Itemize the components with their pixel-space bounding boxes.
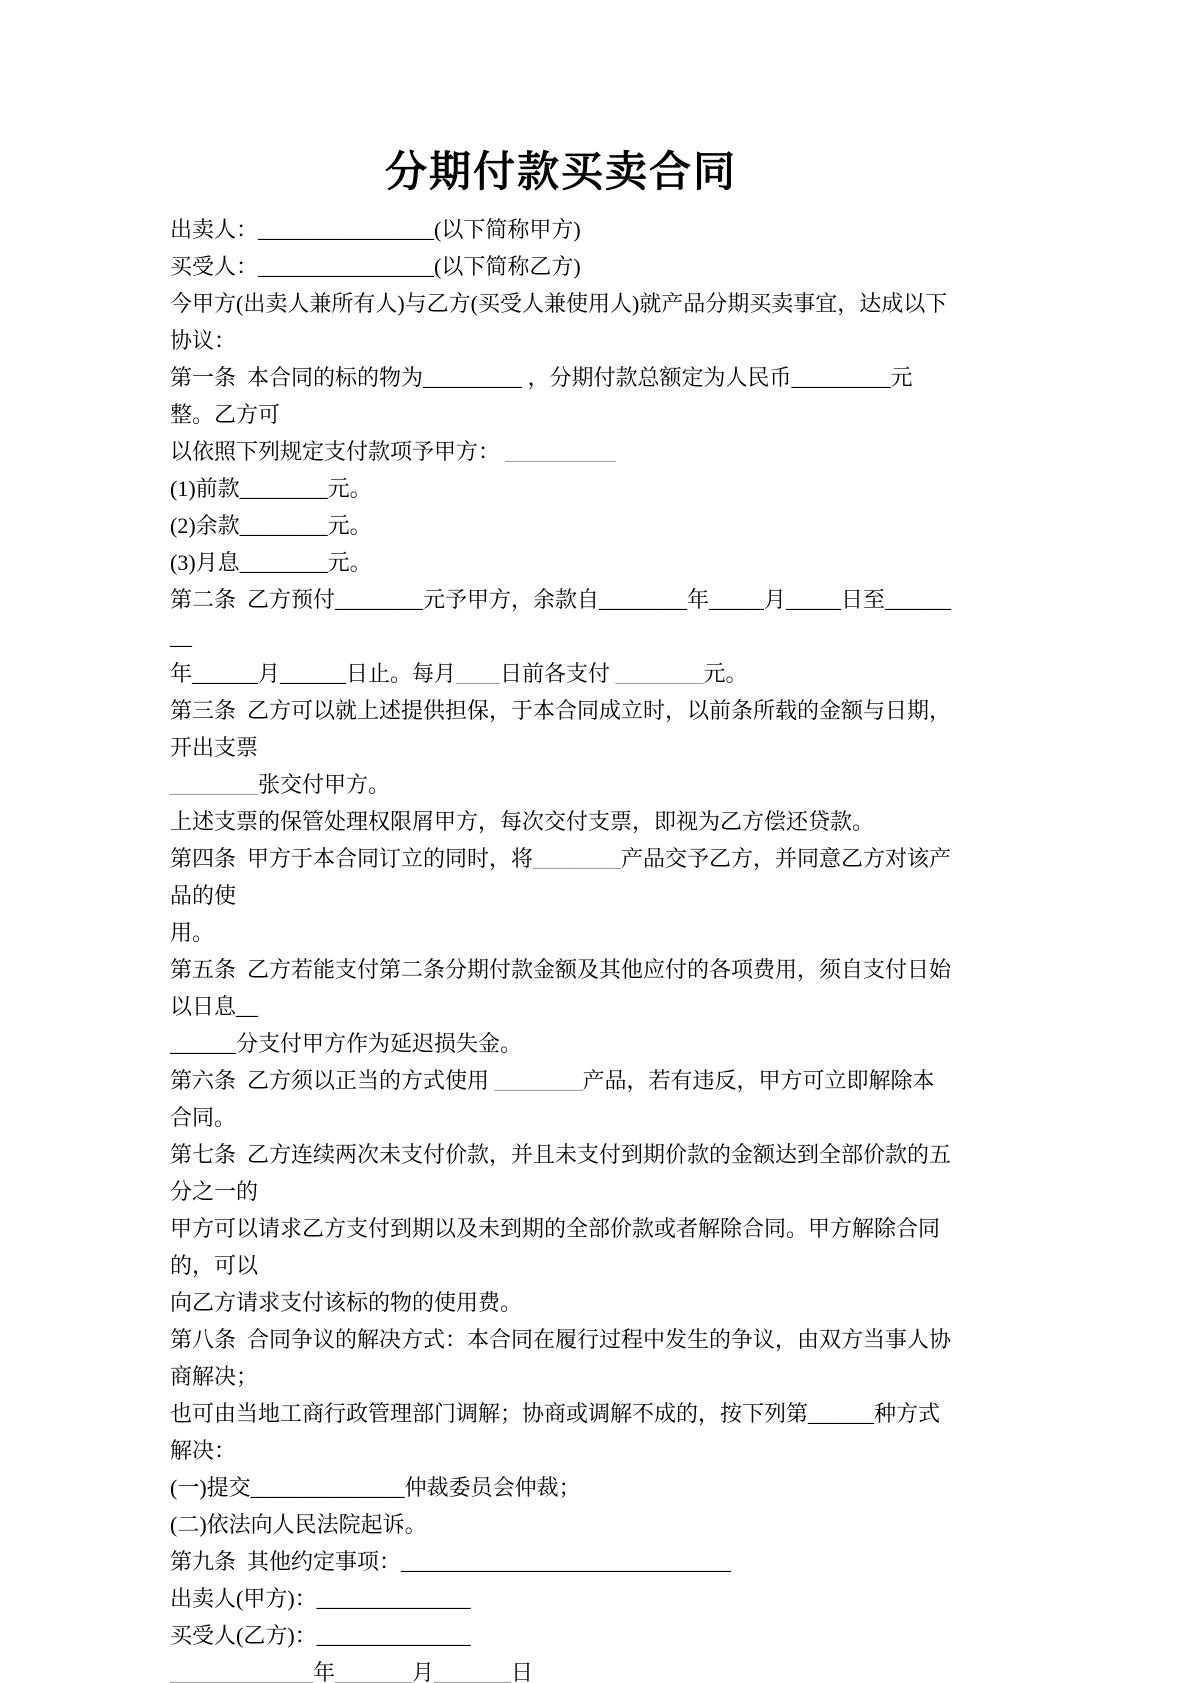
- document-line: [170, 359, 952, 433]
- text-segment: 今甲方(出卖人兼所有人)与乙方(买受人兼使用人)就产品分期买卖事宜，达成以下协议：: [170, 290, 948, 353]
- document-line: [170, 1210, 952, 1284]
- blank-underline: ________: [494, 1067, 583, 1093]
- document-line: [170, 1321, 952, 1395]
- blank-underline: ________: [615, 660, 704, 686]
- document-line: [170, 211, 952, 248]
- document-line: [170, 692, 952, 766]
- text-segment: 出卖人：________________(以下简称甲方): [170, 216, 581, 242]
- blank-underline: ________: [533, 845, 622, 871]
- document-line: [170, 1543, 952, 1580]
- text-segment: 产品，若有违反，甲方可立即解除本合同。: [170, 1067, 935, 1130]
- text-segment: 第二条 乙方预付________元予甲方，余款自________年_____月_____日至________: [170, 586, 952, 649]
- text-segment: 年: [313, 1659, 336, 1683]
- text-segment: (2)余款________元。: [170, 512, 372, 538]
- text-segment: 元。: [703, 660, 748, 686]
- text-segment: 甲方可以请求乙方支付到期以及未到期的全部价款或者解除合同。甲方解除合同的，可以: [170, 1215, 941, 1278]
- document-line: [170, 1136, 952, 1210]
- text-segment: 第五条 乙方若能支付第二条分期付款金额及其他应付的各项费用，须自支付日始以日息__: [170, 956, 952, 1019]
- document-line: [170, 1062, 952, 1136]
- document-line: [170, 285, 952, 359]
- text-segment: 出卖人(甲方)：______________: [170, 1585, 471, 1611]
- blank-underline: __________: [505, 438, 616, 464]
- document-line: [170, 1506, 952, 1543]
- text-segment: 年______月______日止。每月: [170, 660, 457, 686]
- text-segment: (一)提交______________仲裁委员会仲裁；: [170, 1474, 581, 1500]
- blank-underline: ____: [456, 660, 501, 686]
- document-title: 分期付款买卖合同: [384, 148, 737, 195]
- document-line: [170, 1025, 952, 1062]
- text-segment: 用。: [170, 919, 215, 945]
- document-line: [170, 840, 952, 914]
- text-segment: (1)前款________元。: [170, 475, 372, 501]
- text-segment: 以依照下列规定支付款项予甲方：: [170, 438, 506, 464]
- document-line: [170, 1654, 952, 1683]
- text-segment: (3)月息________元。: [170, 549, 372, 575]
- text-segment: 第八条 合同争议的解决方式：本合同在履行过程中发生的争议，由双方当事人协商解决；: [170, 1326, 952, 1389]
- document-line: [170, 766, 952, 803]
- document-line: [170, 914, 952, 951]
- text-segment: 向乙方请求支付该标的物的使用费。: [170, 1289, 523, 1315]
- text-segment: 买受人：________________(以下简称乙方): [170, 253, 581, 279]
- document-line: [170, 1395, 952, 1469]
- document-line: [170, 581, 952, 655]
- contract-content: [170, 146, 952, 1683]
- document-line: [170, 1580, 952, 1617]
- document-line: [170, 951, 952, 1025]
- document-line: [170, 433, 952, 470]
- document-line: [170, 470, 952, 507]
- text-segment: 月: [412, 1659, 435, 1683]
- text-segment: 第四条 甲方于本合同订立的同时，将: [170, 845, 534, 871]
- document-line: [170, 655, 952, 692]
- text-segment: ______分支付甲方作为延迟损失金。: [170, 1030, 523, 1056]
- text-segment: 也可由当地工商行政管理部门调解；协商或调解不成的，按下列第______种方式解决：: [170, 1400, 941, 1463]
- text-segment: 第七条 乙方连续两次未支付价款，并且未支付到期价款的金额达到全部价款的五分之一的: [170, 1141, 952, 1204]
- text-segment: 买受人(乙方)：______________: [170, 1622, 471, 1648]
- text-segment: 上述支票的保管处理权限屑甲方，每次交付支票，即视为乙方偿还贷款。: [170, 808, 875, 834]
- document-line: [170, 803, 952, 840]
- text-segment: 第六条 乙方须以正当的方式使用: [170, 1067, 495, 1093]
- text-segment: 产品交予乙方，并同意乙方对该产品的使: [170, 845, 952, 908]
- text-segment: 第九条 其他约定事项：______________________________: [170, 1548, 732, 1574]
- blank-underline: ________: [170, 771, 258, 797]
- blank-underline: _____________: [170, 1659, 313, 1683]
- text-segment: 第一条 本合同的标的物为_________ ，分期付款总额定为人民币_________元整。乙方可: [170, 364, 913, 427]
- blank-underline: _______: [434, 1659, 512, 1683]
- blank-underline: _______: [335, 1659, 413, 1683]
- document-line: [170, 1284, 952, 1321]
- text-segment: 张交付甲方。: [258, 771, 391, 797]
- text-segment: 第三条 乙方可以就上述提供担保，于本合同成立时，以前条所载的金额与日期，开出支票: [170, 697, 952, 760]
- document-line: [170, 1617, 952, 1654]
- document-body: [170, 211, 952, 1683]
- document-line: [170, 507, 952, 544]
- document-line: [170, 248, 952, 285]
- text-segment: 日: [511, 1659, 534, 1683]
- text-segment: 日前各支付: [500, 660, 616, 686]
- document-line: [170, 544, 952, 581]
- document-line: [170, 1469, 952, 1506]
- text-segment: (二)依法向人民法院起诉。: [170, 1511, 427, 1537]
